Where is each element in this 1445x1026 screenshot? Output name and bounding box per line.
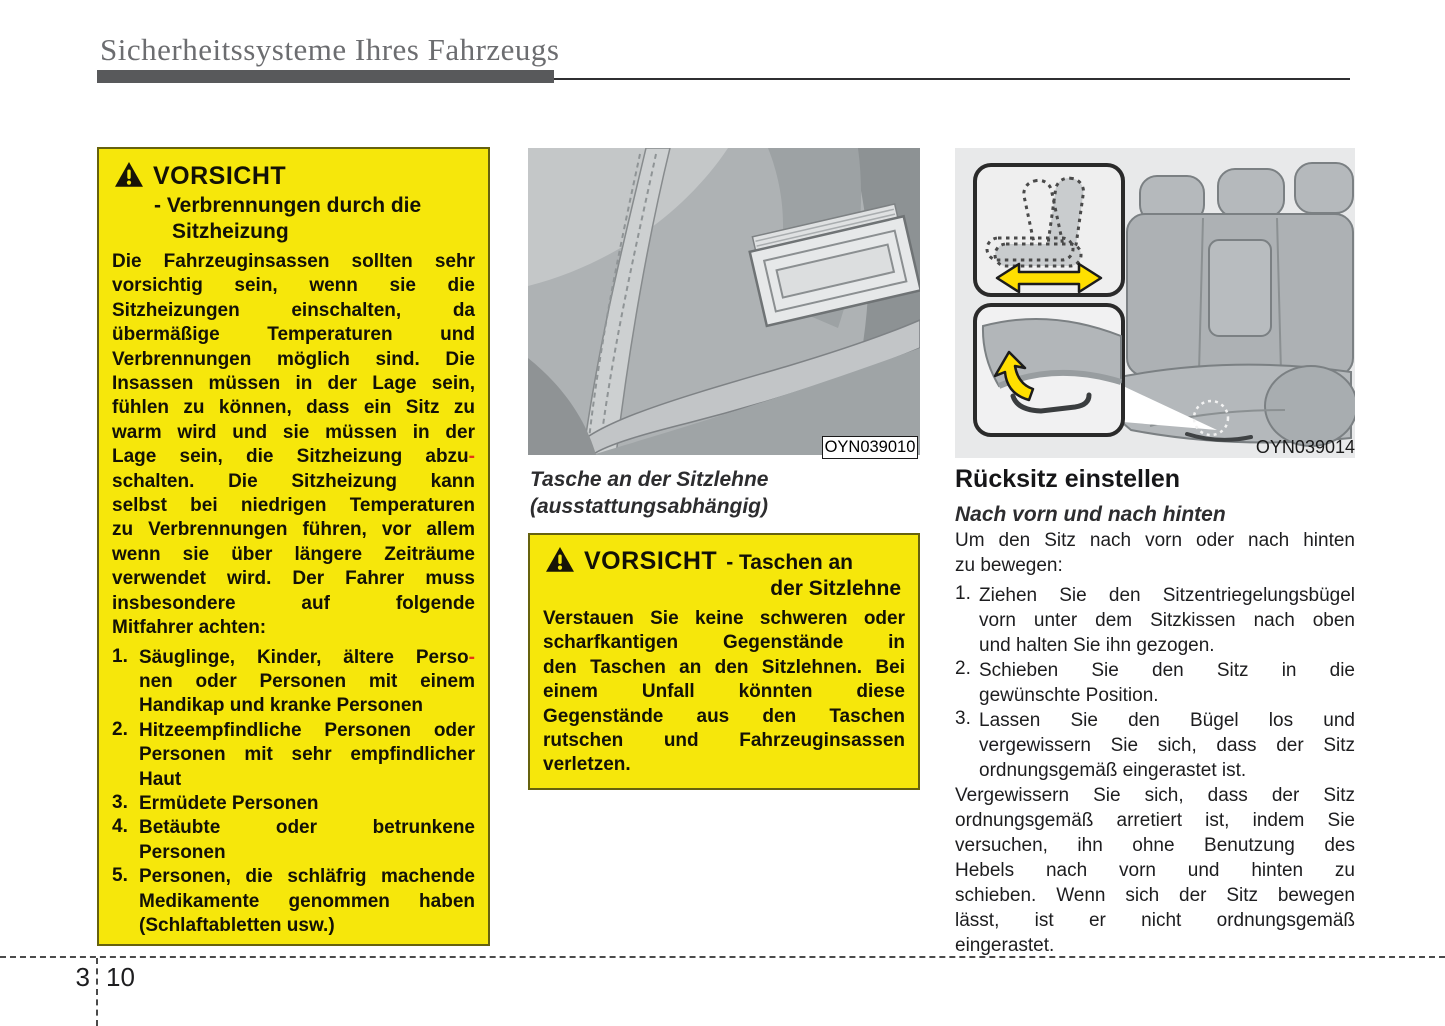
warning-heading [543, 544, 905, 578]
text-line: (Schlaftabletten usw.) [139, 914, 335, 936]
text-line: Haut [139, 768, 182, 790]
text-line: Insassen müssen in der Lage sein, [112, 373, 475, 395]
footer-divider [96, 958, 98, 1026]
text-line: vorsichtig sein, wenn sie die [112, 275, 475, 297]
list-item-number: 3. [112, 791, 128, 813]
text-line: zu bewegen: [955, 555, 1063, 576]
list-item-number: 1. [955, 583, 971, 604]
image-code-label: OYN039014 [1255, 437, 1355, 457]
list-item [112, 646, 475, 719]
warning-heading [112, 159, 475, 193]
header-bar [97, 70, 554, 83]
text-line: Personen [139, 841, 226, 863]
text-line: einem Unfall könnten diese [543, 681, 905, 703]
warning-title-suffix: - Taschen an [726, 550, 853, 574]
text-line: selbst bei niedrigen Temperaturen [112, 495, 475, 517]
text-line: fühlen zu können, dass ein Sitz zu [112, 397, 475, 419]
list-item-number: 3. [955, 708, 971, 729]
text-line: Betäubte oder betrunkene [139, 817, 475, 839]
footer-dashed-rule [0, 956, 1445, 958]
text-line: Verstauen Sie keine schweren oder [543, 608, 905, 629]
text-line: insbesondere auf folgende [112, 592, 475, 614]
rear-seat-section [955, 464, 1355, 958]
list-item [112, 816, 475, 865]
text-line: Hitzeempfindliche Personen oder [139, 719, 475, 741]
text-line: eingerastet. [955, 935, 1055, 956]
text-line: Sitzheizungen einschalten, da [112, 299, 475, 321]
page-number: 10 [106, 962, 135, 992]
intro-paragraph [955, 528, 1355, 578]
text-line: vorn unter dem Sitzkissen nach oben [979, 610, 1355, 631]
section-subheading: Nach vorn und nach hinten [955, 503, 1226, 526]
instruction-steps [955, 583, 1355, 783]
text-line: Gegenstände aus den Taschen [543, 705, 905, 727]
caption-line: (ausstattungsabhängig) [530, 495, 769, 518]
list-item [955, 583, 1355, 658]
section-heading: Rücksitz einstellen [955, 465, 1181, 493]
rear-seat-adjustment-illustration [955, 148, 1355, 458]
page-title: Sicherheitssysteme Ihres Fahrzeugs [100, 32, 560, 67]
text-line: Vergewissern Sie sich, dass der Sitz [955, 785, 1355, 806]
text-line: Lage sein, die Sitzheizung abzu- [112, 446, 475, 468]
text-line: Handikap und kranke Personen [139, 695, 424, 717]
text-line: Ziehen Sie den Sitzentriegelungsbügel [979, 585, 1355, 606]
header-rule [554, 78, 1350, 80]
text-line: Lassen Sie den Bügel los und [979, 710, 1355, 731]
text-line: Ermüdete Personen [139, 792, 319, 814]
text-line: rutschen und Fahrzeuginsassen [543, 730, 905, 752]
text-line: zu Verbrennungen führen, vor allem [112, 519, 475, 541]
warning-box-seat-heating [97, 147, 490, 946]
warning-triangle-icon [114, 161, 144, 193]
text-line: verletzen. [543, 754, 631, 776]
list-item [112, 719, 475, 792]
list-item-number: 2. [112, 718, 128, 740]
text-line: vergewissern Sie sich, dass der Sitz [979, 735, 1355, 756]
warning-subtitle: - Verbrennungen durch die [154, 194, 422, 217]
text-line: scharfkantigen Gegenstände in [543, 632, 905, 654]
list-item-number: 4. [112, 816, 128, 838]
warning-label: VORSICHT [584, 546, 718, 575]
text-line: ordnungsgemäß eingerastet ist. [979, 760, 1247, 781]
warning-title-line2: der Sitzlehne [770, 577, 901, 600]
text-line: übermäßige Temperaturen und [112, 324, 475, 346]
text-line: Die Fahrzeuginsassen sollten sehr [112, 251, 475, 272]
warning-body-text [543, 607, 905, 778]
warning-box-seatback-pockets [528, 533, 920, 790]
image-code-label: OYN039010 [822, 436, 918, 459]
text-line: lässt, ist er nicht ordnungsgemäß [955, 910, 1355, 931]
list-item [955, 658, 1355, 708]
warning-numbered-list [112, 646, 475, 939]
text-line: Säuglinge, Kinder, ältere Perso- [139, 646, 475, 668]
warning-label: VORSICHT [153, 161, 287, 190]
list-item [112, 865, 475, 938]
text-line: verwendet wird. Der Fahrer muss [112, 568, 475, 590]
text-line: den Taschen an den Sitzlehnen. Bei [543, 656, 905, 678]
text-line: Personen, die schläfrig machende [139, 866, 475, 888]
text-line: Verbrennungen möglich sind. Die [112, 348, 475, 370]
list-item [112, 792, 475, 816]
list-item-number: 5. [112, 865, 128, 887]
text-line: nen oder Personen mit einem [139, 670, 475, 692]
warning-body-text [112, 250, 475, 641]
text-line: Mitfahrer achten: [112, 617, 267, 639]
list-item-number: 1. [112, 645, 128, 667]
text-line: wenn sie über längere Zeiträume [112, 543, 475, 565]
warning-triangle-icon [545, 546, 575, 578]
seatback-pocket-illustration [528, 148, 920, 455]
text-line: Medikamente genommen haben [139, 890, 475, 912]
list-item [955, 708, 1355, 783]
text-line: warm wird und sie müssen in der [112, 421, 475, 443]
list-item-number: 2. [955, 658, 971, 679]
text-line: Personen mit sehr empfindlicher [139, 744, 475, 766]
text-line: Hebels nach vorn und hinten zu [955, 860, 1355, 881]
text-line: und halten Sie ihn gezogen. [979, 635, 1215, 656]
text-line: gewünschte Position. [979, 685, 1159, 706]
chapter-number: 3 [75, 962, 90, 992]
text-line: versuchen, ihn ohne Benutzung des [955, 835, 1355, 856]
text-line: schieben. Wenn sich der Sitz bewegen [955, 885, 1355, 906]
caption-line: Tasche an der Sitzlehne [530, 468, 769, 491]
text-line: schalten. Die Sitzheizung kann [112, 470, 475, 492]
image-caption [530, 466, 922, 520]
closing-paragraph [955, 783, 1355, 958]
text-line: Schieben Sie den Sitz in die [979, 660, 1355, 681]
text-line: Um den Sitz nach vorn oder nach hinten [955, 530, 1355, 551]
text-line: ordnungsgemäß arretiert ist, indem Sie [955, 810, 1355, 831]
warning-subtitle: Sitzheizung [172, 220, 289, 243]
